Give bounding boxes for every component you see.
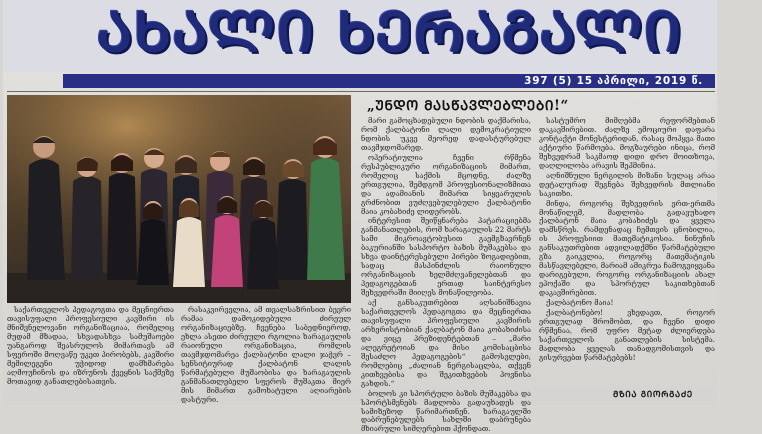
article-paragraph: აქ განსაკუთრებით აღსანიშნავია საქართველოს პედაგოგთა და მეცნიერთა თავისუფალი პროფესიული კავშირის არხერისტობიან ქალბატონ მაია კობახიძისა და ვიცე პრეზიდენტებთან – „მარი ალეგრეტოიან და მისი კომისაცბისა შესაძლო პედაგოგების“ გამოსვლები, რომლებიც „ძალიან ნერგისაცლბა, თქვენ კითხვებისა და შეკითხვების პოვნისა გახდის.“ — [361, 298, 531, 388]
caption-column-left — [7, 306, 174, 402]
header-rule — [7, 91, 715, 92]
article-paragraph: მინდა, როგორც შეხვედრის ერთ-ერთმა მონაწილემ, მადლობა გადავუხადო ქალბატონ მაია კობახიძეს და ყველა დამსწრეს. რამდენადაც ჩემთვის ცნობილია, ის პროფესიით მათემატიკოსია. ნინუჩის განსაკუთრებით ადვილადქმნი წარმატებული გზა გაიკვლია, როგორც მათემატიკის მასწავლებელი, მარიამ ამიკრუა ჩამოგვიყვანა დარიგებული, როგორც ორგანიზაციის ახალ ეპოქაში და სპორტულ საკითხებთან დაკავშირებით. — [539, 198, 715, 298]
caption-paragraph: რასაკვირველია, ამ თვალსაზრისით ბევრი რამაა დამოკიდებული ძირეულ ორგანიზაციებზე. ჩვენება საბედნიეროდ, ეხლა ასეთი ძირეული რგოლია ხარაგაულის რაიონული ორგანიზაცია, რომლის თავმჯდომარეა ქალბატონი ლალი ჯაჭვრ – სენსიტიურად ქალბატონ ლალის წარმატებული მუშაობისა და ხარაგაულის განმანათლებელი სფეროს მუშაკთა მიერ მის მიმართ გამოხატული აღიარების დასტური. — [181, 305, 351, 404]
article-paragraph: ოპერატიულია ჩვენი რწმენა რესპუბლიკური ორგანიზაციის მიმართ, რომელიც საქმის მცოდნე, ძალზე ერთგულია, შემდგომ პროფესიონალიზმითა და ადამიანის მიმართ სიყვარულის გრძნობით ვუძღვებულებული ქალბატონი მაია კობახიძე ლიდერობს. — [361, 152, 531, 216]
article-paragraph: სასტუმრო მიმღებმა რეფორმებთან დაკავშირებით. ძალზე ემოციური დაფარა კონტაქტი მონესტერიდან, რასაც მოჰყვა მათი აქტიური წარმოება. მოგზაურები ინიცა, რომ შეხვედრამ საკმაოდ დიდი დრო მოითხოვა, დაღლილობა არავის შეჰმინია. — [539, 116, 715, 170]
article-paragraph: აღნიშნული ნერგილის მიზანი სულაც არაა დეტალურად შეგნება შეხვედრის მთლიანი საკითხი. — [539, 170, 715, 198]
caption-column-right — [181, 306, 351, 402]
newspaper-page — [3, 0, 717, 434]
caption-paragraph: საქართველოს პედაგოგთა და მეცნიერთა თავისუფალი პროფესიული კავშირი ის მნიშვნელოვანი ორგანიზაციაა, რომელიც მუდამ მზადაა, სხვადასხვა სამუშაოები უანგაროდ შეასრულოს მიმართავს ამ სფეროში მოღვაწე უკეთ პირობებს, კავშირი მემილეგენი უჭიდოდ დამხმარება აღმოუჩინოს და იზრუნოს ქვეყნის საქმეზე მოთავიდ განათლებისათვის. — [7, 305, 174, 386]
group-photo-image — [7, 95, 351, 303]
article-paragraph: ინტერესით შეიწყნარება პატარაციებმა განმანათლების, რომ ხარაგაულის 22 მარტს სამი მიკროავტობუსით გაემგზავრნენ ბაკურიანში სასპორტო ბაზის მუშაკებსა და სხვა დაინტერესებული პირები ზოგადიებით, სადაც მასპინძლის რაიონული ორგანიზაციის ხელმძღვანელებთან და პედაგოგებთან ერთად საინტერესო შეხვედრაში მიიღეს მონაწილეობა. — [361, 216, 531, 298]
article-paragraph: ქალბატონებო! ვხედავთ, როგორ ერთგულად შრომობთ, და ჩვენი დიდი რწმენაა, რომ უფრო მეტად ძლიერდება საქართველოს განათლების სისტემა. მადლობა ყველას თანადგომისთვის და გისურვებთ წარმატებებს! — [539, 308, 715, 362]
article-byline: ᲛᲖᲘᲐ ᲒᲘᲝᲠᲒᲐᲫᲔ — [613, 390, 693, 400]
masthead-title: ᲐᲮᲐᲚᲘ ᲮᲔᲠᲐᲒᲐᲚᲘ — [96, 0, 683, 64]
article-paragraph: ბოლოს კი სპორტული ბაზის მუშაკებსა და სპორტსმენებს მადლობა გადაუხადეს და სამიზეზოდ წარიმართნენ. ხარაგაულში დაბრუნებულებს სახლში დაბრუნება მხიარული სიმღერებით ჰქონდათ. — [361, 388, 531, 434]
group-photo — [7, 95, 351, 303]
issue-info: 397 (5) 15 აპრილი, 2019 წ. — [524, 75, 703, 87]
article-paragraph: მარი გამოცხადებული ნდობის დაქმარისა, რომ ქალბატონი ლალი დემოკრატიული ნდობის უკვე მეორედ დადასტურებულ თავმჯდომარედ. — [361, 116, 531, 152]
masthead — [3, 0, 717, 72]
article-headline: „ᲣᲜᲓᲝ ᲛᲐᲡᲬᲐᲕᲚᲔᲑᲚᲔᲑᲘ!“ — [367, 98, 569, 114]
article-paragraph: ქალბატონო მაია! — [546, 298, 614, 308]
article-column-a — [361, 116, 531, 434]
article-column-b — [539, 117, 715, 387]
